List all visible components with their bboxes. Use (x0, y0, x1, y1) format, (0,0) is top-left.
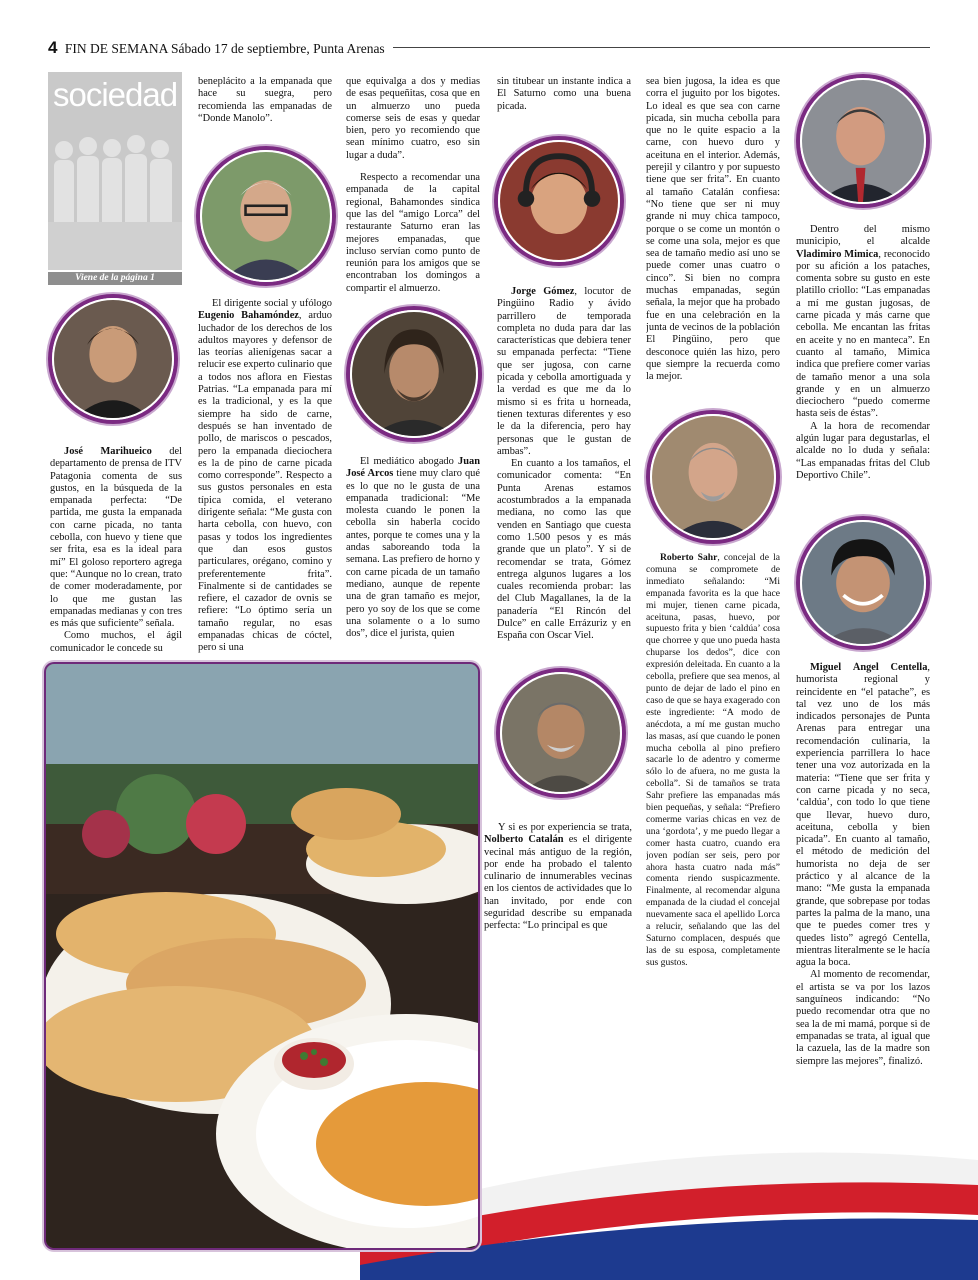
portrait-roberto-sahr (650, 414, 776, 540)
portrait-jorge-gomez (498, 140, 620, 262)
article-column-6-top (796, 224, 930, 496)
article-column-3 (346, 456, 480, 654)
person-name: Jorge Gómez (511, 286, 575, 297)
article-column-5 (646, 552, 780, 990)
person-name: Nolberto Catalán (484, 834, 564, 846)
portrait-vladimiro-mimica (800, 78, 926, 204)
paragraph-text: , arduo luchador de los derechos de los adultos mayores y defensor de las teorías alienígenas sacar a relucir ese experto culinario que a todos nos aflora en Fiestas Patrias. “La empanada para mí es la tradicional, y es la que siempre ha sido de carne, después se han inventado de pollo, de mariscos o pescados, pero la empanada dieciochera es la de pino de carne picada como corresponde”. Respecto a sus gustos personales en esta típica comida, el veterano dirigente señala: “Me gusta con harta cebolla, con huevo, con pasas y todos los ingredientes que dan esos gustos particulares, orégano, comino y preferentemente frita”. Finalmente si de cantidades se refiere, el cazador de ovnis se refiere: “Lo óptimo sería un tamaño regular, no esas empanadas chicas de cóctel, pero si una (198, 310, 332, 654)
paragraph-text: , concejal de la comuna se compromete de inmediato señalando: “Mi empanada favorita es la que hace mi mujer, tienen carne picada, aceituna, pasas, huevo, por supuesto frita y bien ‘caldúa’ cosa que chorree y que uno pueda hasta chuparse los dedos”, dice con expresión deleitada. En cuanto a la cebolla, prefiere que sea menos, al punto de dejar de lado el pino en caso de que se haya exagerado con este ingrediente: “A modo de anécdota, a mí me gustan mucho las masas, así que cuando le ponen mucha cebolla al pino prefiero sacarle lo de adentro y comerme sólo lo de afuera, no me gusta la cebolla”. Si de tamaños se trata Sahr prefiere las empanadas más bien pequeñas, y señala: “Prefiero comerme varias chicas en vez de una ‘gordota’, y me puedo llegar a comer hasta cuatro, cuando era joven podían ser seis, pero por ahora hasta cuatro nada más” comenta riendo suspicazmente. Finalmente, al recomendar alguna empanada de la ciudad el concejal nuevamente saca el apellido Lorca a relucir, señalando que las del Saturno complacen, después que las de su esposa, completamente sus gustos. (646, 552, 780, 968)
paragraph-text: Y si es por experiencia se trata, (498, 822, 632, 833)
paragraph-text: beneplácito a la empanada que hace su suegra, pero recomienda las empanadas de “Donde Manolo”. (198, 76, 332, 124)
page-number: 4 (48, 38, 58, 57)
paragraph-text: Respecto a recomendar una empanada de la capital regional, Bahamondes sindica que las del “amigo Lorca” del restaurante Saturno eran las mejores empanadas, que incluso servían como punto de reunión para los amigos que se encontraban los domingos a compartir el almuerzo. (346, 172, 480, 294)
article-column-5-top (646, 76, 780, 386)
person-name: Juan José Arcos (346, 456, 480, 480)
person-name: Roberto Sahr (660, 552, 718, 563)
paragraph-text: , humorista regional y reincidente en “el patache”, es tal vez uno de los más indicados personajes de Punta Arenas para entregar una recomendación culinaria, la experiencia parrillera lo hace tener una voz autorizada en la materia: “Tiene que ser frita y con carne picada y no seca, ‘caldúa’, con todo lo que tiene que llevar, huevo duro, aceituna, cebolla y bien picada”. En cuanto al tamaño, el método de medición del humorista no deja de ser práctico y al alcance de la mano: “Me gusta la empanada grande, que sobrepase por todas partes la palma de la mano, una que te puedes comer tres y quedes listo” agregó Centella, mientras literalmente se le hacía agua la boca. (796, 662, 930, 969)
paragraph-text: tiene muy claro qué es lo que no le gusta de una empanada tradicional: “Me molesta cuando le ponen la cebolla sin haberla cocido antes, porque te comes una y la andas saboreando toda la semana. Las prefiero de horno y con carne picada de un tamaño mediano, aunque de repente una de gran tamaño es mejor, pero yo soy de los que se come una solamente o a lo sumo dos”, dice el jurista, quien (346, 468, 480, 640)
person-name: Eugenio Bahamóndez (198, 310, 299, 322)
section-label: sociedad (53, 76, 178, 113)
article-column-6 (796, 662, 930, 1096)
page-header (48, 38, 930, 56)
article-column-2-top (198, 76, 332, 138)
article-column-2 (198, 298, 332, 654)
paragraph-text: del departamento de prensa de ITV Patagonia comenta de sus gustos, en la búsqueda de la empanada perfecta: “De partida, me gusta la empanada con carne picada, no tanta cebolla, con huevo y tiene que ser frita, esa es la ideal para mí” El goloso reportero agrega que: “Aunque no lo crean, trato de comer moderadamente, por lo que me gustan las empanadas medianas y con tres es más que suficiente” señala. (50, 446, 182, 630)
paragraph-text: En cuanto a los tamaños, el comunicador comenta: “En Punta Arenas estamos acostumbrados a la empanada mediana, no como las que venden en Santiago que cuesta como 1.500 pesos y es más grande que un plato”. Y si de recomendar se trata, Gómez entrega algunos lugares a los cuales recomienda probar: las del Club Magallanes, la de la panadería “El Rincón del Dulce” en calle Errázuriz y en España con Oscar Viel. (497, 458, 631, 642)
paragraph-text: sea bien jugosa, la idea es que corra el juguito por los bigotes. Lo ideal es que sea con carne picada, sin mucha cebolla para que no le quite espacio a la carne, con huevo duro y aceituna en el interior. Además, perejil y cilantro y por supuesto tiene que ser frita”. En cuanto al tamaño Catalán confiesa: “No tiene que ser ni muy grande ni muy chica tampoco, porque o se come un montón o se come una sola, mejor es que sea de tamaño medio así uno se puede comer unas cuatro o cinco”. Si bien no compra muchas empanadas, según señala, la mejor que ha probado fue en una celebración en la junta de vecinos de la población El Pingüino, pero que desconoce quién las hizo, pero que siempre la recuerda como la mejor. (646, 76, 780, 383)
paragraph-text: , locutor de Pingüino Radio y ávido parrillero de temporada completa no duda para dar las características que debiera tener su empanada perfecta: “Tiene que ser jugosa, con carne picada y cebolla amortiguada y la verdad es que me da lo mismo si es frita u horneada, tienen texturas diferentes y eso le da la diferencia, pero hay personas que le gustan de ambas”. (497, 286, 631, 457)
paragraph-text: Como muchos, el ágil comunicador le concede su (50, 630, 182, 654)
paragraph-text: es el dirigente vecinal más antiguo de la región, por ende ha probado el talento culinario de innumerables vecinas en los cientos de actividades que lo han invitado, por ende con seguridad describe su empanada perfecta: “Lo principal es que (484, 834, 632, 932)
section-name: FIN DE SEMANA (64, 41, 168, 56)
portrait-eugenio-bahamondez (200, 150, 332, 282)
paragraph-text: Dentro del mismo municipio, el alcalde (796, 224, 930, 248)
paragraph-text: El dirigente social y ufólogo (212, 298, 332, 309)
silhouettes-graphic (48, 72, 182, 270)
portrait-jose-marihueico (52, 298, 174, 420)
section-label-box (48, 72, 182, 270)
paragraph-text: Al momento de recomendar, el artista se va por los lazos sanguíneos indicando: “No puedo recomendar otra que no sea la de mi mamá, porque si de empanadas se trata, al igual que la cazuela, las de la madre son siempre las mejores”, finalizó. (796, 969, 930, 1067)
paragraph-text: A la hora de recomendar algún lugar para degustarlas, el alcalde no lo duda y señala: “Las empanadas fritas del Club Deportivo Chile”. (796, 420, 930, 481)
header-rule (393, 47, 930, 48)
article-column-4-bottom (484, 822, 632, 956)
paragraph-text: El mediático abogado (360, 456, 459, 467)
paragraph-text: que equivalga a dos y medias de esas pequeñitas, cosa que en un almuerzo uno pueda comerse seis de esas y quedar bien, pero yo recomiendo que sean mínimo cuatro, eso sin lugar a duda”. (346, 76, 480, 161)
empanadas-photo (46, 664, 478, 1248)
paragraph-text: , reconocido por su afición a los pataches, comenta sobre su gusto en este platillo criollo: “Las empanadas a mí me gustan jugosas, de carne picada y más carne que cebolla. Me encantan las fritas en aceite y no en manteca”. En cuanto al tamaño, Mimica indica que prefiere comer varias de tamaño menor a una sola grande y en un almuerzo dieciochero “puedo comerme hasta seis de éstas”. (796, 248, 930, 420)
person-name: Vladimiro Mimica (796, 248, 879, 260)
article-column-3-top (346, 76, 480, 308)
continued-from-label: Viene de la página 1 (48, 272, 182, 285)
paragraph-text: sin titubear un instante indica a El Saturno como una buena picada. (497, 76, 631, 112)
person-name: Miguel Ángel Centella (810, 662, 928, 673)
portrait-juan-jose-arcos (350, 310, 478, 438)
article-column-1 (50, 446, 182, 654)
dateline: Sábado 17 de septiembre, Punta Arenas (170, 41, 385, 56)
article-column-4-top (497, 76, 631, 116)
portrait-nolberto-catalan (500, 672, 622, 794)
portrait-miguel-angel-centella (800, 520, 926, 646)
article-column-4 (497, 286, 631, 660)
person-name: José Marihueico (64, 446, 152, 457)
